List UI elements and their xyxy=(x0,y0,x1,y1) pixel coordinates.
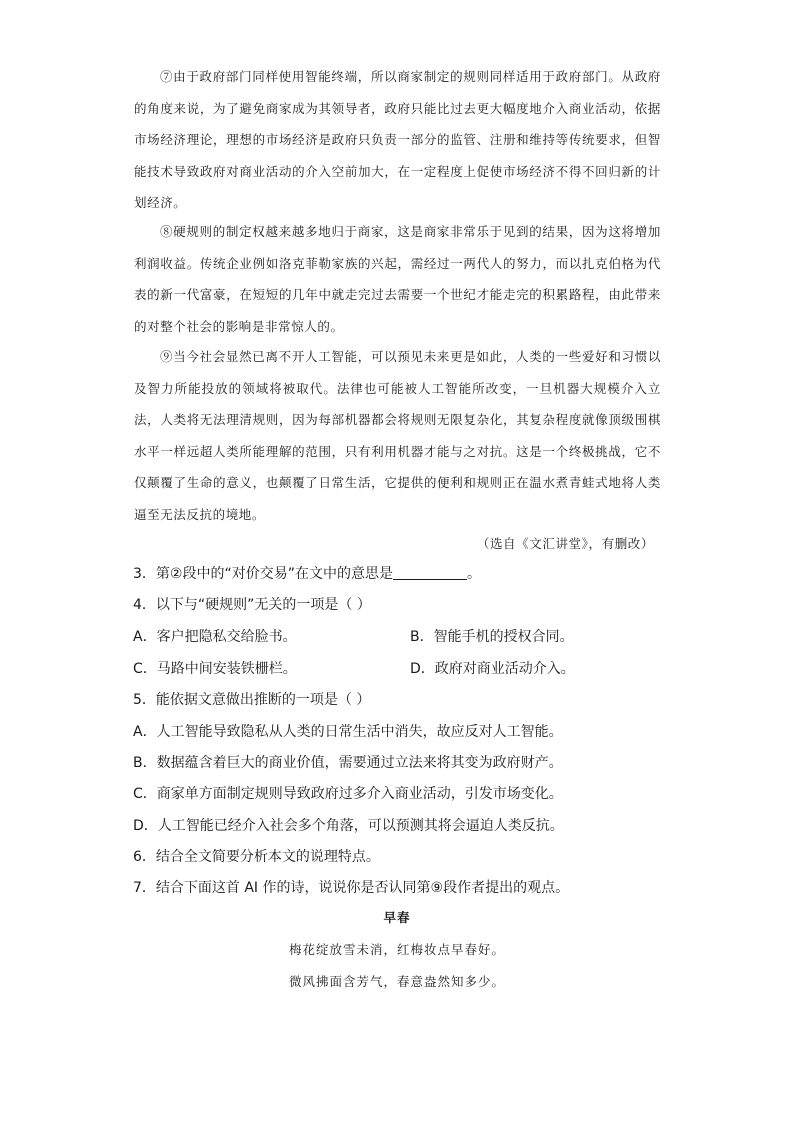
question-5-option-a: A．人工智能导致隐私从人类的日常生活中消失，故应反对人工智能。 xyxy=(133,724,563,740)
question-5-option-c: C．商家单方面制定规则导致政府过多介入商业活动，引发市场变化。 xyxy=(133,786,563,802)
paragraph-8: ⑧硬规则的制定权越来越多地归于商家，这是商家非常乐于见到的结果，因为这将增加利润收益。传统企业例如洛克菲勒家族的兴起，需经过一两代人的努力，而以扎克伯格为代表的新一代富豪，在短短的几年中就走完过去需要一个世纪才能走完的积累路程，由此带来的对整个社会的影响是非常惊人的。 xyxy=(134,224,661,334)
paragraph-9: ⑨当今社会显然已离不开人工智能，可以预见未来更是如此，人类的一些爱好和习惯以及智力所能投放的领域将被取代。法律也可能被人工智能所改变，一旦机器大规模介入立法，人类将无法理清规则，因为每部机器都会将规则无限复杂化，其复杂程度就像顶级围棋水平一样远超人类所能理解的范围，只有利用机器才能与之对抗。这是一个终极挑战，它不仅颠覆了生命的意义，也颠覆了日常生活，它提供的便利和规则正在温水煮青蛙式地将人类逼至无法反抗的境地。 xyxy=(134,349,661,522)
source-citation: （选自《文汇讲堂》，有删改） xyxy=(476,536,654,551)
poem-line-2: 微风拂面含芳气，春意盎然知多少。 xyxy=(288,974,505,989)
question-3-text: 3．第②段中的“对价交易”在文中的意思是 xyxy=(133,566,393,582)
paragraph-7: ⑦由于政府部门同样使用智能终端，所以商家制定的规则同样适用于政府部门。从政府的角度来说，为了避免商家成为其领导者，政府只能比过去更大幅度地介入商业活动，依据市场经济理论，理想的市场经济是政府只负责一部分的监管、注册和维持等传统要求，但智能技术导致政府对商业活动的介入空前加大，在一定程度上促使市场经济不得不回归新的计划经济。 xyxy=(134,69,661,211)
question-3 xyxy=(133,563,481,585)
question-4-option-d: D．政府对商业活动介入。 xyxy=(410,661,575,677)
question-5: 5．能依据文意做出推断的一项是（ ） xyxy=(133,692,371,708)
poem-line-1: 梅花绽放雪未消，红梅妆点早春好。 xyxy=(288,942,505,957)
question-4-option-c: C．马路中间安装铁栅栏。 xyxy=(133,661,297,677)
poem-title: 早春 xyxy=(383,910,411,925)
question-5-option-b: B．数据蕴含着巨大的商业价值，需要通过立法来将其变为政府财产。 xyxy=(133,755,563,771)
question-4-option-a: A．客户把隐私交给脸书。 xyxy=(133,629,297,645)
question-6: 6．结合全文简要分析本文的说理特点。 xyxy=(133,849,380,865)
question-7: 7．结合下面这首 AI 作的诗，说说你是否认同第⑨段作者提出的观点。 xyxy=(133,880,570,896)
question-4-option-b: B．智能手机的授权合同。 xyxy=(410,629,574,645)
question-3-end: 。 xyxy=(466,566,481,582)
answer-blank xyxy=(393,565,467,580)
question-4: 4．以下与“硬规则”无关的一项是（ ） xyxy=(133,597,371,613)
question-5-option-d: D．人工智能已经介入社会多个角落，可以预测其将会逼迫人类反抗。 xyxy=(133,818,564,834)
